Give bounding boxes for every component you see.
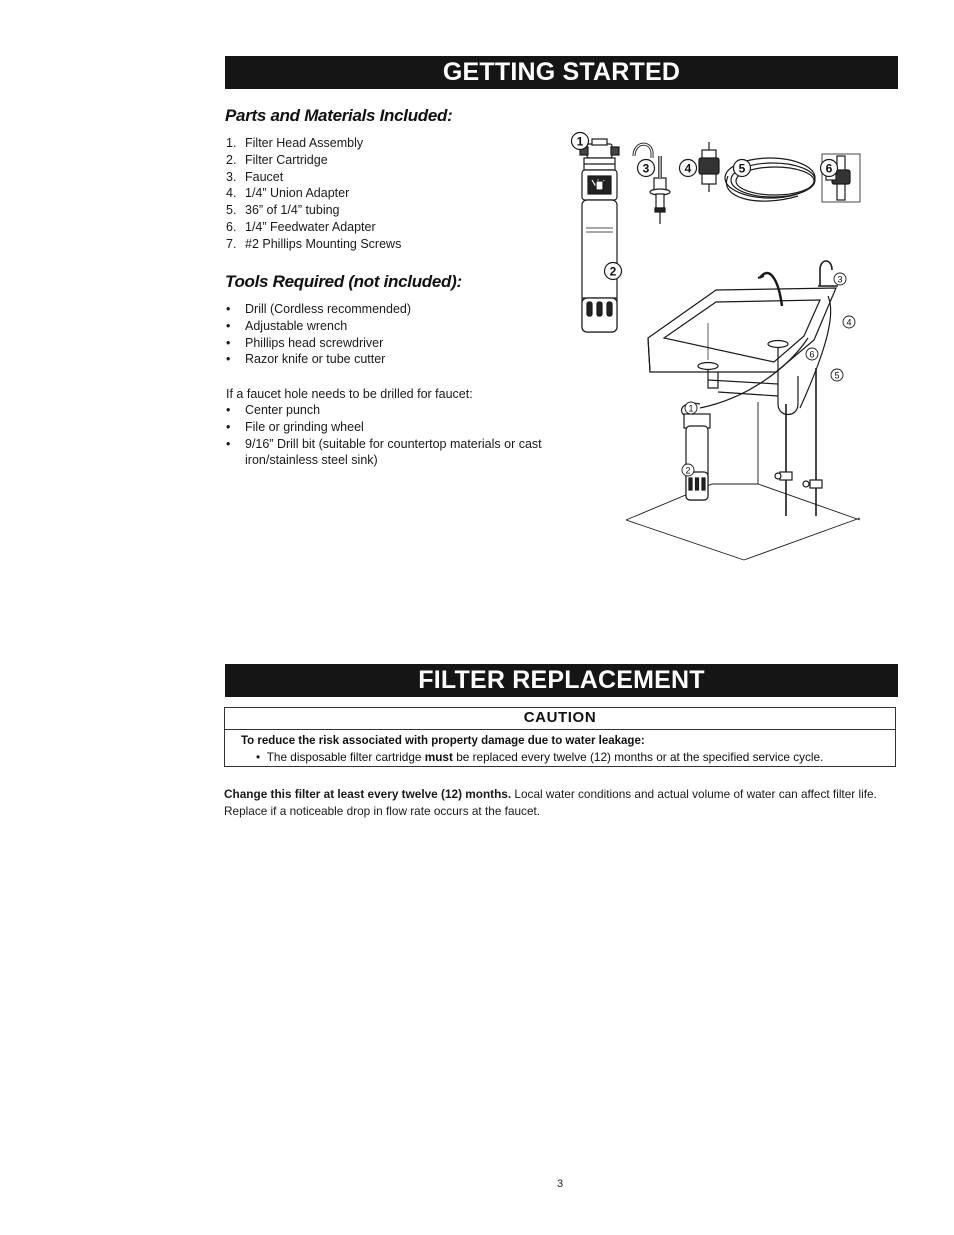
replacement-instructions: Change this filter at least every twelve (12) months. Local water conditions and actual volume of water can affect filter life. Replace if a noticeable drop in flow rate occurs at the faucet. (224, 787, 877, 818)
svg-text:4: 4 (846, 317, 852, 328)
svg-text:2: 2 (609, 264, 617, 279)
callout-4 (680, 160, 697, 177)
list-item: • Adjustable wrench (226, 318, 348, 333)
list-item: 7. #2 Phillips Mounting Screws (226, 236, 402, 251)
caution-title: CAUTION (225, 708, 895, 730)
callout-3 (638, 160, 655, 177)
tools-heading: Tools Required (not included): (225, 272, 462, 291)
filter-replacement-heading: FILTER REPLACEMENT (225, 664, 898, 697)
faucet-drawing (634, 144, 670, 224)
filter-head-drawing (580, 139, 619, 200)
list-item: • Phillips head screwdriver (226, 335, 384, 350)
installation-illustration (568, 128, 868, 568)
list-item: 1. Filter Head Assembly (226, 136, 364, 150)
union-adapter-drawing (699, 142, 719, 192)
sink-installation-drawing (626, 261, 860, 560)
tools-list (226, 301, 411, 368)
svg-text:3: 3 (837, 274, 843, 285)
parts-list (226, 135, 401, 253)
install-callout-6 (806, 348, 818, 360)
list-item: 2. Filter Cartridge (226, 152, 328, 167)
svg-text:4: 4 (684, 161, 692, 176)
svg-text:5: 5 (738, 161, 746, 176)
getting-started-heading: GETTING STARTED (225, 56, 898, 89)
list-item: • Drill (Cordless recommended) (226, 302, 412, 316)
list-item: • Razor knife or tube cutter (226, 352, 386, 367)
svg-text:6: 6 (825, 161, 833, 176)
parts-heading: Parts and Materials Included: (225, 106, 453, 125)
install-callout-5 (831, 369, 843, 381)
list-item: 4. 1/4” Union Adapter (226, 186, 350, 201)
caution-bullet: • The disposable filter cartridge must be replaced every twelve (12) months or at the specified service cycle. (256, 750, 824, 764)
callout-6 (821, 160, 838, 177)
callout-5 (734, 160, 751, 177)
drill-intro: If a faucet hole needs to be drilled for faucet: (226, 387, 473, 401)
list-item: • 9/16” Drill bit (suitable for countertop materials or cast iron/stainless steel sink) (226, 436, 542, 468)
caution-lead: To reduce the risk associated with property damage due to water leakage: (241, 735, 645, 747)
callout-1 (572, 133, 589, 150)
install-callout-4 (843, 316, 855, 328)
list-item: • File or grinding wheel (226, 419, 364, 434)
svg-text:5: 5 (834, 370, 840, 381)
install-callout-3 (834, 273, 846, 285)
svg-text:3: 3 (642, 161, 650, 176)
install-callout-2 (682, 464, 694, 476)
svg-text:6: 6 (809, 349, 815, 360)
list-item: • Center punch (226, 403, 321, 417)
install-callout-1 (685, 402, 697, 414)
list-item: 3. Faucet (226, 169, 284, 184)
callout-2 (605, 263, 622, 280)
svg-text:1: 1 (688, 403, 694, 414)
svg-text:2: 2 (685, 465, 691, 476)
list-item: 6. 1/4” Feedwater Adapter (226, 219, 376, 234)
svg-text:1: 1 (576, 134, 584, 149)
list-item: 5. 36” of 1/4” tubing (226, 203, 340, 218)
page-number: 3 (556, 1178, 564, 1190)
caution-box (224, 707, 896, 767)
drill-tools-list (226, 402, 566, 469)
